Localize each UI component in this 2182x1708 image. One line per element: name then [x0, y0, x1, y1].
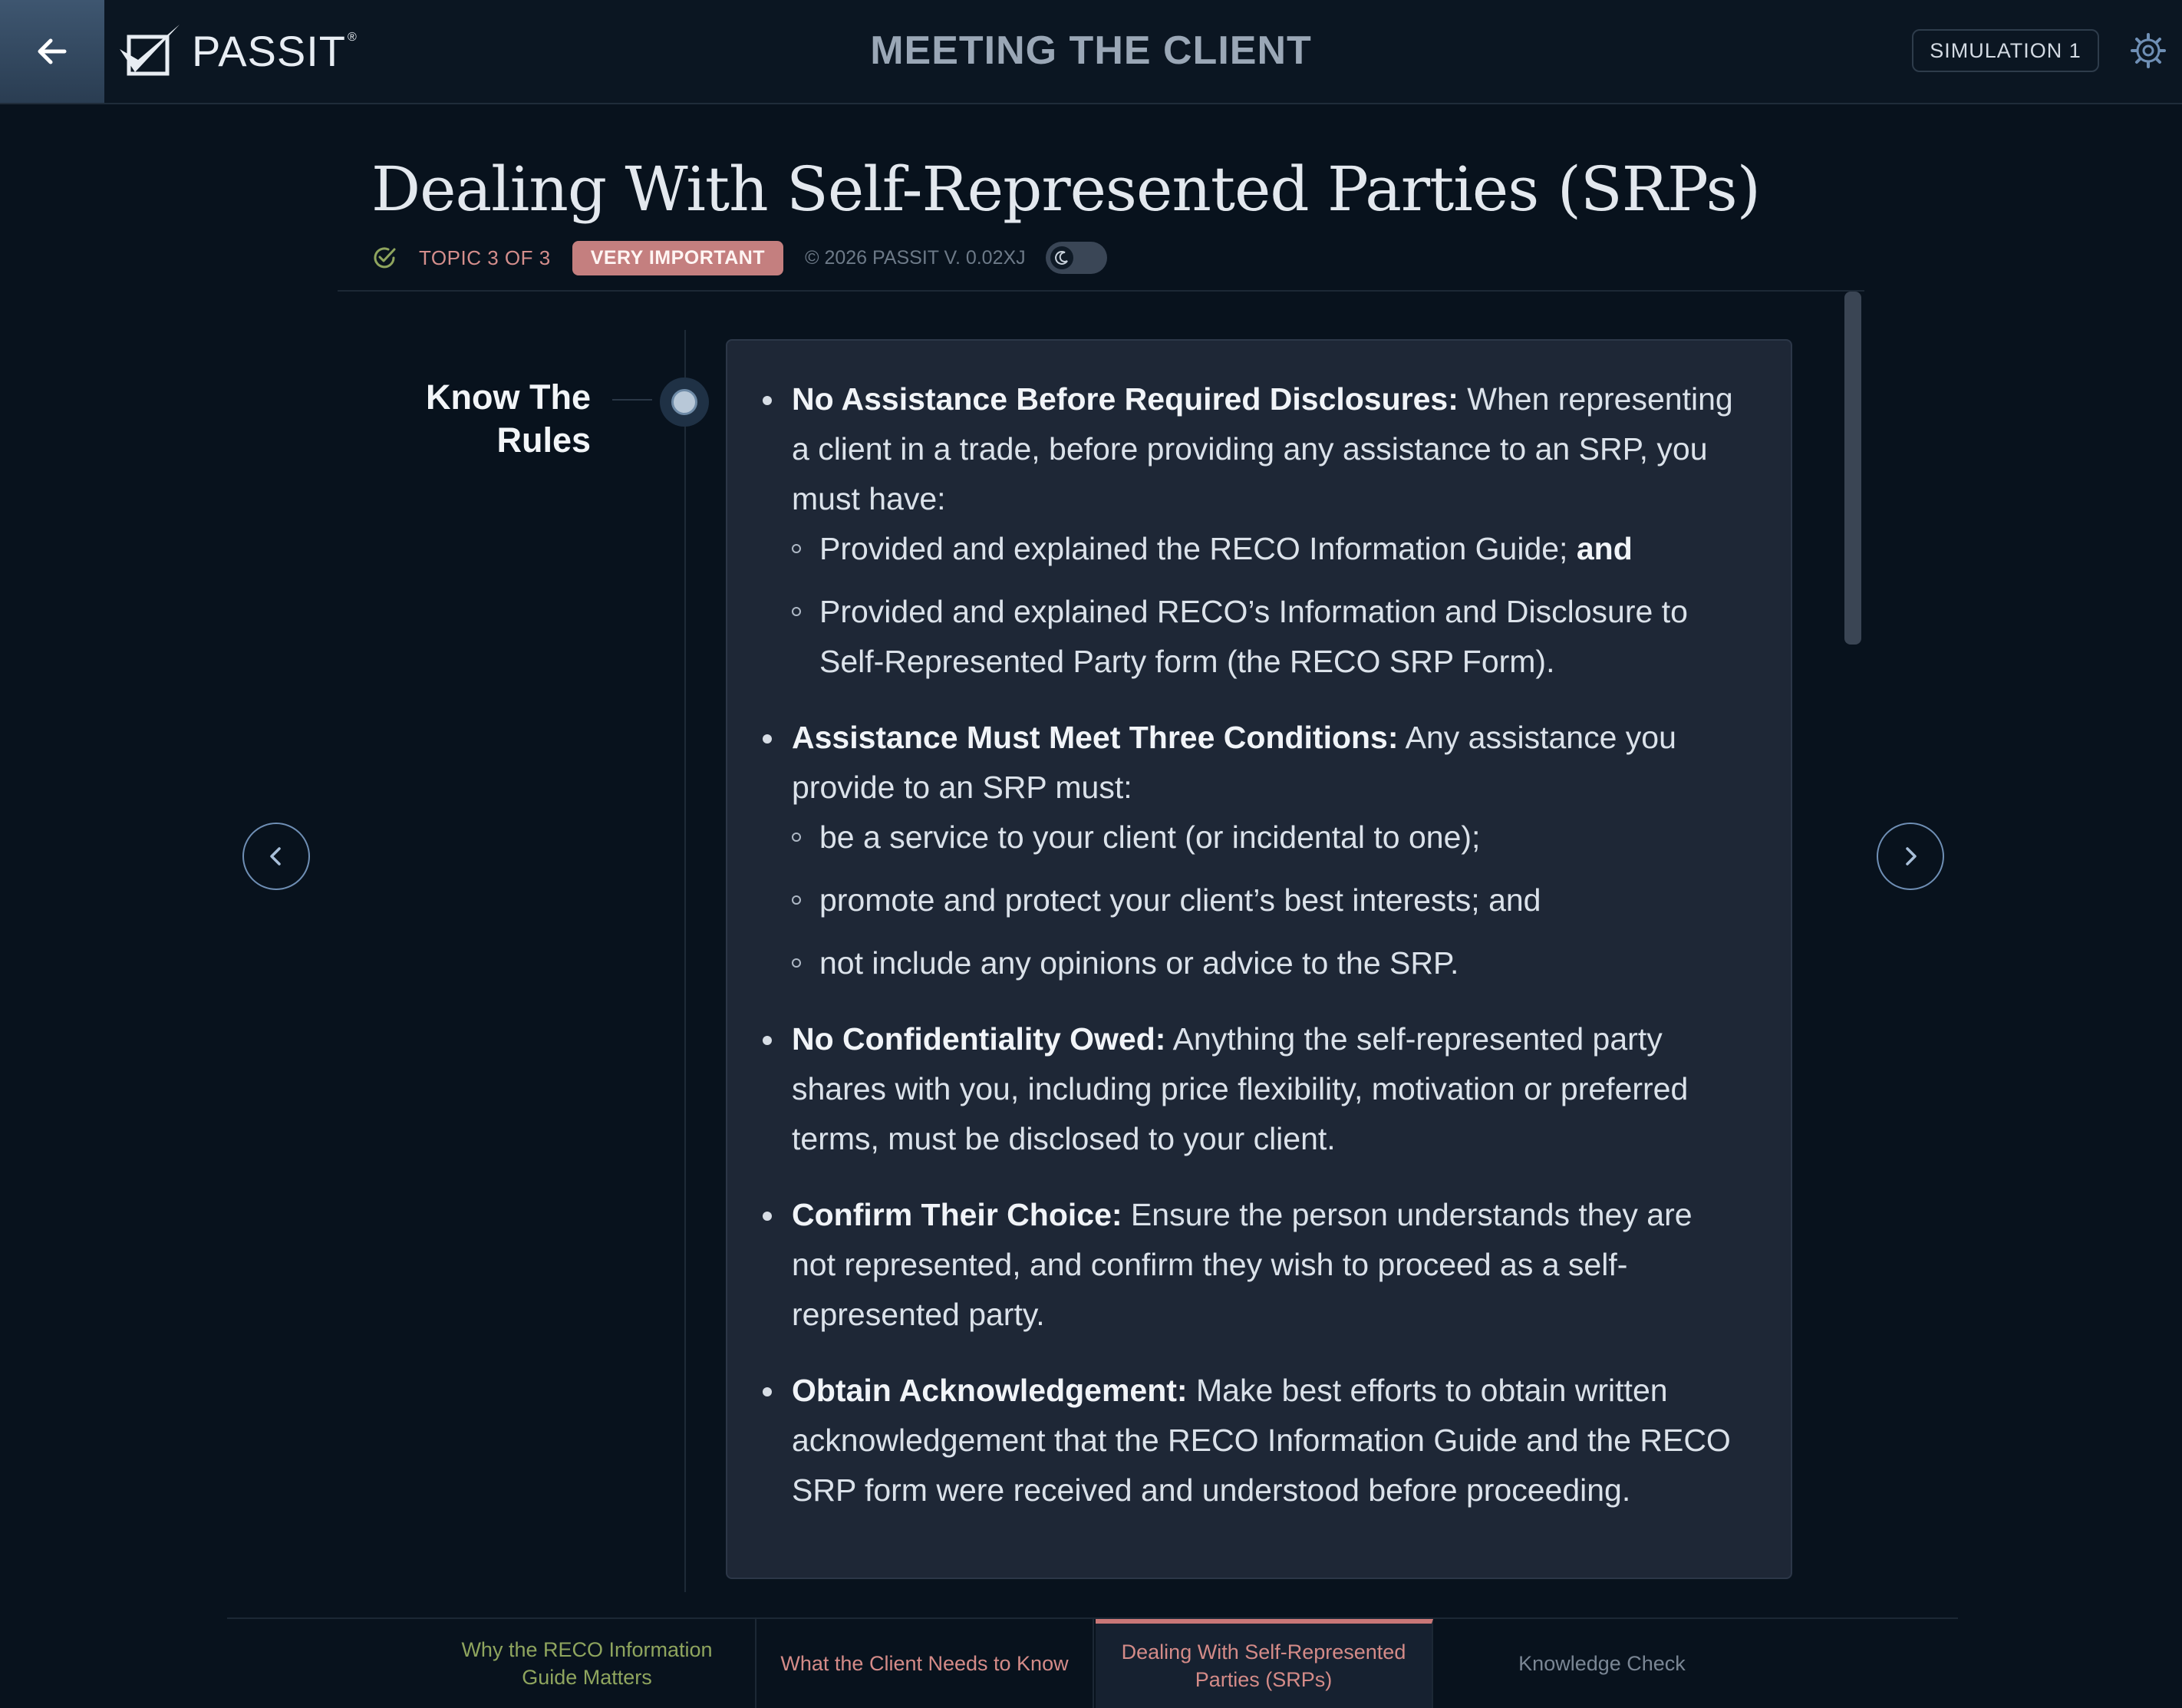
scrollbar-thumb[interactable] — [1844, 292, 1861, 645]
settings-button[interactable] — [2127, 29, 2170, 72]
simulation-button[interactable]: SIMULATION 1 — [1912, 29, 2099, 72]
list-item: Confirm Their Choice: Ensure the person understands they are not represented, and confirm they wish to proceed as a self-represented party. — [761, 1190, 1737, 1340]
check-circle-icon — [371, 245, 397, 271]
page-title: Dealing With Self-Represented Parties (SRPs) — [371, 153, 1760, 225]
sub-list — [792, 813, 1737, 988]
sub-list-item: Provided and explained the RECO Information Guide; and — [792, 524, 1737, 574]
list-item: No Confidentiality Owed: Anything the self-represented party shares with you, including price flexibility, motivation or preferred terms, must be disclosed to your client. — [761, 1014, 1737, 1164]
toggle-knob — [1050, 246, 1073, 269]
tab-knowledge-check[interactable]: Knowledge Check — [1518, 1652, 1686, 1675]
header-divider — [338, 290, 1864, 292]
rules-list — [761, 374, 1737, 1515]
timeline-line — [684, 330, 686, 1592]
logo-text: PASSIT ® — [192, 26, 358, 75]
tab-reco-guide[interactable]: Why the RECO Information Guide Matters — [419, 1619, 756, 1708]
next-button[interactable] — [1877, 823, 1944, 890]
tab-srps[interactable]: Dealing With Self-Represented Parties (SRPs) — [1096, 1619, 1433, 1708]
sub-list-item: be a service to your client (or incidental to one); — [792, 813, 1737, 862]
sub-list-item: not include any opinions or advice to the SRP. — [792, 938, 1737, 988]
timeline-connector — [612, 399, 652, 401]
sub-list — [792, 524, 1737, 687]
list-item: No Assistance Before Required Disclosures: When representing a client in a trade, before providing any assistance to an SRP, you must have: Provided and explained the RECO Information Guide; and Provided and explained RECO’s Information and Disclosure to Self-Represented Party form (the RECO SRP Form). — [761, 374, 1737, 687]
section-label: Know The Rules — [426, 378, 591, 460]
list-item: Assistance Must Meet Three Conditions: Any assistance you provide to an SRP must: be a service to your client (or incidental to one); promote and protect your client’s best interests; and not include any opinions or advice to the SRP. — [761, 713, 1737, 988]
importance-badge: VERY IMPORTANT — [572, 241, 783, 275]
copyright-text: © 2026 PASSIT V. 0.02XJ — [805, 246, 1026, 269]
app-title: MEETING THE CLIENT — [870, 28, 1312, 73]
topic-meta — [371, 239, 1107, 276]
topic-progress: TOPIC 3 OF 3 — [419, 246, 551, 269]
gear-icon — [2130, 32, 2167, 69]
tab-client-needs[interactable]: What the Client Needs to Know — [756, 1619, 1094, 1708]
chevron-left-icon — [265, 845, 288, 868]
chevron-right-icon — [1899, 845, 1922, 868]
moon-icon — [1054, 250, 1070, 265]
sub-list-item: Provided and explained RECO’s Information and Disclosure to Self-Represented Party form (the RECO SRP Form). — [792, 587, 1737, 687]
previous-button[interactable] — [242, 823, 310, 890]
theme-toggle[interactable] — [1046, 242, 1107, 274]
list-item: Obtain Acknowledgement: Make best efforts to obtain written acknowledgement that the RECO Information Guide and the RECO SRP form were received and understood before proceeding. — [761, 1366, 1737, 1515]
top-bar — [0, 0, 2182, 104]
sub-list-item: promote and protect your client’s best interests; and — [792, 875, 1737, 925]
content-card — [726, 339, 1792, 1579]
timeline-marker[interactable] — [660, 378, 709, 427]
